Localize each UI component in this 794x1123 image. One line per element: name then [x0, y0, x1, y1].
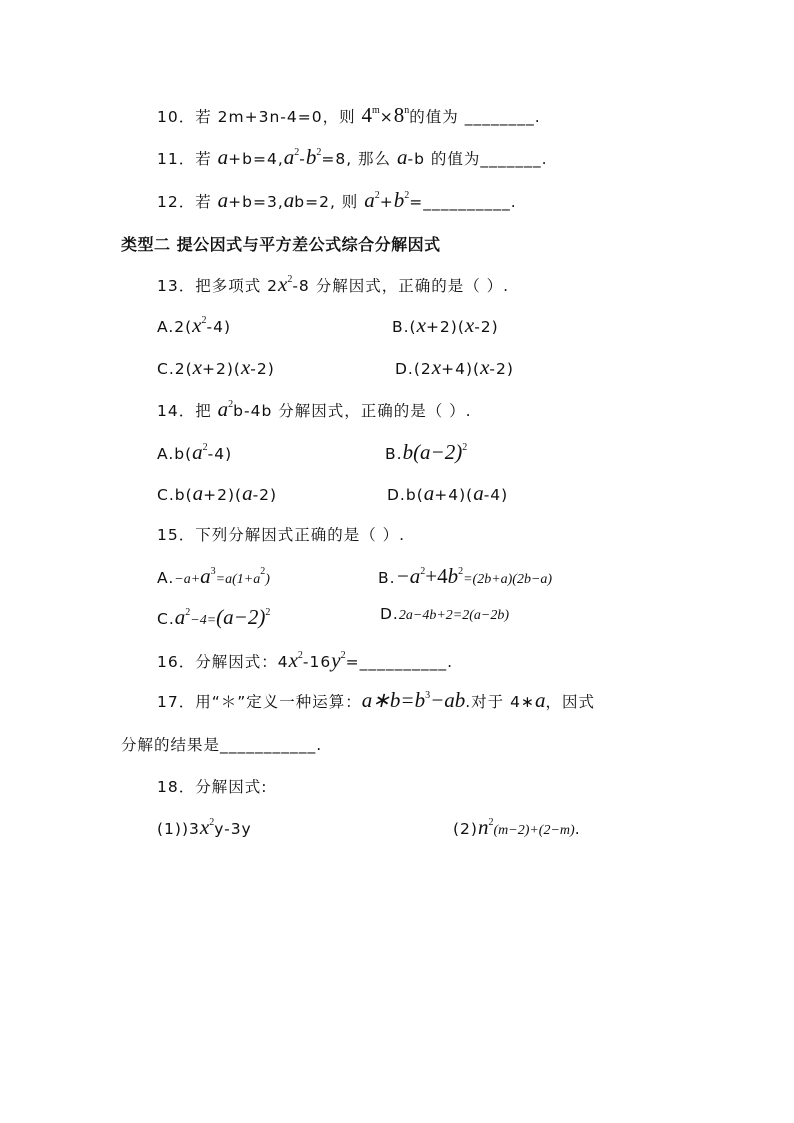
exp: 2 — [297, 650, 303, 661]
option-label: C.2( — [157, 360, 193, 378]
q10-text: 10．若 2m+3n-4=0，则 — [157, 108, 362, 126]
option-tail: -4) — [483, 486, 509, 504]
question-17 — [157, 688, 595, 713]
q10-exp-m: m — [372, 105, 380, 116]
option-label: A.b( — [157, 445, 193, 463]
var-x: x — [416, 313, 426, 337]
exp: 2 — [287, 274, 293, 285]
exp: 2 — [316, 147, 322, 158]
q14-stem-tail: b-4b 分解因式，正确的是（ ）. — [233, 402, 472, 420]
option-label: B. — [385, 445, 403, 463]
var-a: a — [192, 481, 204, 505]
q16-mid: -16 — [302, 653, 332, 671]
var-a: a — [473, 481, 484, 505]
var-b: b — [393, 188, 405, 212]
option-tail: -4) — [206, 318, 232, 336]
var-b: b — [414, 688, 426, 712]
times-sign: × — [379, 108, 394, 126]
math-expr: =a(1+a — [215, 572, 261, 587]
var-x: x — [464, 313, 475, 337]
period: . — [574, 820, 581, 838]
var-x: x — [240, 355, 251, 379]
q14-option-a — [157, 440, 232, 465]
exp: 2 — [458, 566, 464, 577]
exp: 2 — [420, 566, 426, 577]
math-expr: +4 — [425, 564, 448, 588]
q16-tail: =__________. — [345, 653, 453, 671]
var-a: a — [217, 145, 229, 169]
q11-cond1: +b=4, — [228, 150, 284, 168]
var-x: x — [431, 355, 442, 379]
q15-option-a — [157, 564, 270, 589]
part-label: (1))3 — [157, 820, 200, 838]
var-a: a — [242, 481, 253, 505]
q10-exp-n: n — [404, 105, 410, 116]
question-15: 15．下列分解因式正确的是（ ）. — [157, 526, 406, 544]
q10-tail: 的值为 ________. — [409, 108, 541, 126]
option-tail: -4) — [207, 445, 233, 463]
var-x: x — [199, 815, 210, 839]
exp: 2 — [404, 190, 410, 201]
question-18: 18．分解因式: — [157, 778, 268, 796]
var-x: x — [192, 313, 202, 337]
exp: 2 — [462, 442, 468, 453]
q11-tail: -b 的值为_______. — [407, 150, 548, 168]
option-tail: -2) — [489, 360, 514, 378]
var-a: a — [174, 605, 186, 629]
option-label: D.b( — [387, 486, 424, 504]
q17-tail: ，因式 — [545, 693, 595, 711]
var-b: b — [305, 145, 317, 169]
exp: 2 — [374, 190, 380, 201]
var-n: n — [477, 815, 489, 839]
exp: 2 — [185, 607, 191, 618]
q11-cond2: =8, 那么 — [321, 150, 397, 168]
exp: 2 — [201, 315, 207, 326]
exp: 2 — [265, 607, 271, 618]
q12-tail: =__________. — [409, 193, 517, 211]
q13-option-c — [157, 355, 275, 380]
q18-part-1 — [157, 815, 252, 840]
plus: + — [379, 193, 394, 211]
q12-cond1: +b=3, — [228, 193, 284, 211]
question-16 — [157, 648, 453, 673]
question-17-line2: 分解的结果是___________. — [121, 736, 323, 754]
var-x: x — [288, 648, 298, 672]
math-expr: ) — [265, 572, 270, 587]
exp: 3 — [425, 690, 431, 701]
math-expr: −a — [395, 564, 421, 588]
section-heading: 类型二 提公因式与平方差公式综合分解因式 — [121, 235, 441, 254]
exp: 3 — [210, 566, 216, 577]
option-tail: -2) — [252, 486, 278, 504]
var-a: a — [534, 688, 546, 712]
option-mid: +4)( — [434, 486, 474, 504]
q13-stem: 13．把多项式 2 — [157, 277, 279, 295]
q16-stem: 16．分解因式：4 — [157, 653, 289, 671]
var-x: x — [192, 355, 202, 379]
option-label: D. — [380, 605, 399, 623]
q13-option-d — [395, 355, 514, 380]
option-label: D.(2 — [395, 360, 432, 378]
var-y: y — [331, 648, 341, 672]
q14-stem: 14．把 — [157, 402, 218, 420]
q11-text: 11．若 — [157, 150, 218, 168]
exp: 2 — [340, 650, 346, 661]
math-expr: 2a−4b+2=2(a−2b) — [398, 608, 509, 623]
question-14 — [157, 397, 472, 422]
exp: 2 — [228, 399, 234, 410]
q13-option-b — [392, 313, 499, 338]
q18-part-2 — [453, 815, 581, 840]
q15-option-c — [157, 605, 270, 630]
q13-option-a — [157, 313, 231, 338]
option-label: C. — [157, 610, 175, 628]
q15-option-b — [378, 564, 552, 589]
option-mid: +2)( — [425, 318, 465, 336]
option-label: B. — [378, 569, 396, 587]
var-a: a — [283, 145, 295, 169]
option-mid: +4)( — [441, 360, 481, 378]
option-label: A.2( — [157, 318, 193, 336]
minus: - — [299, 150, 306, 168]
option-tail: -2) — [250, 360, 275, 378]
var-a: a — [397, 145, 408, 169]
question-12 — [157, 188, 517, 213]
q15-option-d — [380, 605, 509, 624]
var-a: a — [217, 397, 229, 421]
q14-option-d — [387, 481, 508, 506]
var-a: a — [217, 188, 229, 212]
math-expr: a∗b= — [361, 688, 415, 712]
q13-stem-tail: -8 分解因式，正确的是（ ）. — [292, 277, 510, 295]
part-tail: y-3y — [214, 820, 252, 838]
q17-mid: .对于 4∗ — [465, 693, 535, 711]
exp: 2 — [488, 817, 494, 828]
var-x: x — [278, 272, 288, 296]
question-10 — [157, 103, 541, 128]
q14-option-b — [385, 440, 467, 465]
question-11 — [157, 145, 548, 170]
math-expr: (m−2)+(2−m) — [493, 823, 575, 838]
var-a: a — [200, 564, 211, 588]
option-label: C.b( — [157, 486, 193, 504]
option-label: A. — [157, 569, 175, 587]
option-tail: -2) — [474, 318, 499, 336]
option-mid: +2)( — [203, 486, 243, 504]
part-label: (2) — [453, 820, 478, 838]
exp: 2 — [202, 442, 208, 453]
var-x: x — [480, 355, 490, 379]
var-a: a — [364, 188, 375, 212]
q17-stem: 17．用“＊”定义一种运算： — [157, 693, 362, 711]
math-expr: b(a−2) — [402, 440, 463, 464]
question-13 — [157, 272, 509, 297]
exp: 2 — [294, 147, 300, 158]
var-a: a — [423, 481, 435, 505]
option-mid: +2)( — [202, 360, 241, 378]
math-expr: −ab — [430, 688, 466, 712]
q12-cond2: b=2, 则 — [294, 193, 365, 211]
math-expr: =(2b+a)(2b−a) — [463, 572, 553, 587]
exp: 2 — [260, 566, 266, 577]
q14-option-c — [157, 481, 277, 506]
q12-text: 12．若 — [157, 193, 218, 211]
option-label: B.( — [392, 318, 417, 336]
math-expr: (a−2) — [216, 605, 266, 629]
var-a: a — [192, 440, 203, 464]
q10-base-8: 8 — [393, 103, 405, 127]
math-expr: −a+ — [174, 572, 201, 587]
var-b: b — [447, 564, 459, 588]
exp: 2 — [209, 817, 215, 828]
q10-base-4: 4 — [361, 103, 373, 127]
var-a: a — [283, 188, 295, 212]
math-expr: −4= — [190, 613, 217, 628]
